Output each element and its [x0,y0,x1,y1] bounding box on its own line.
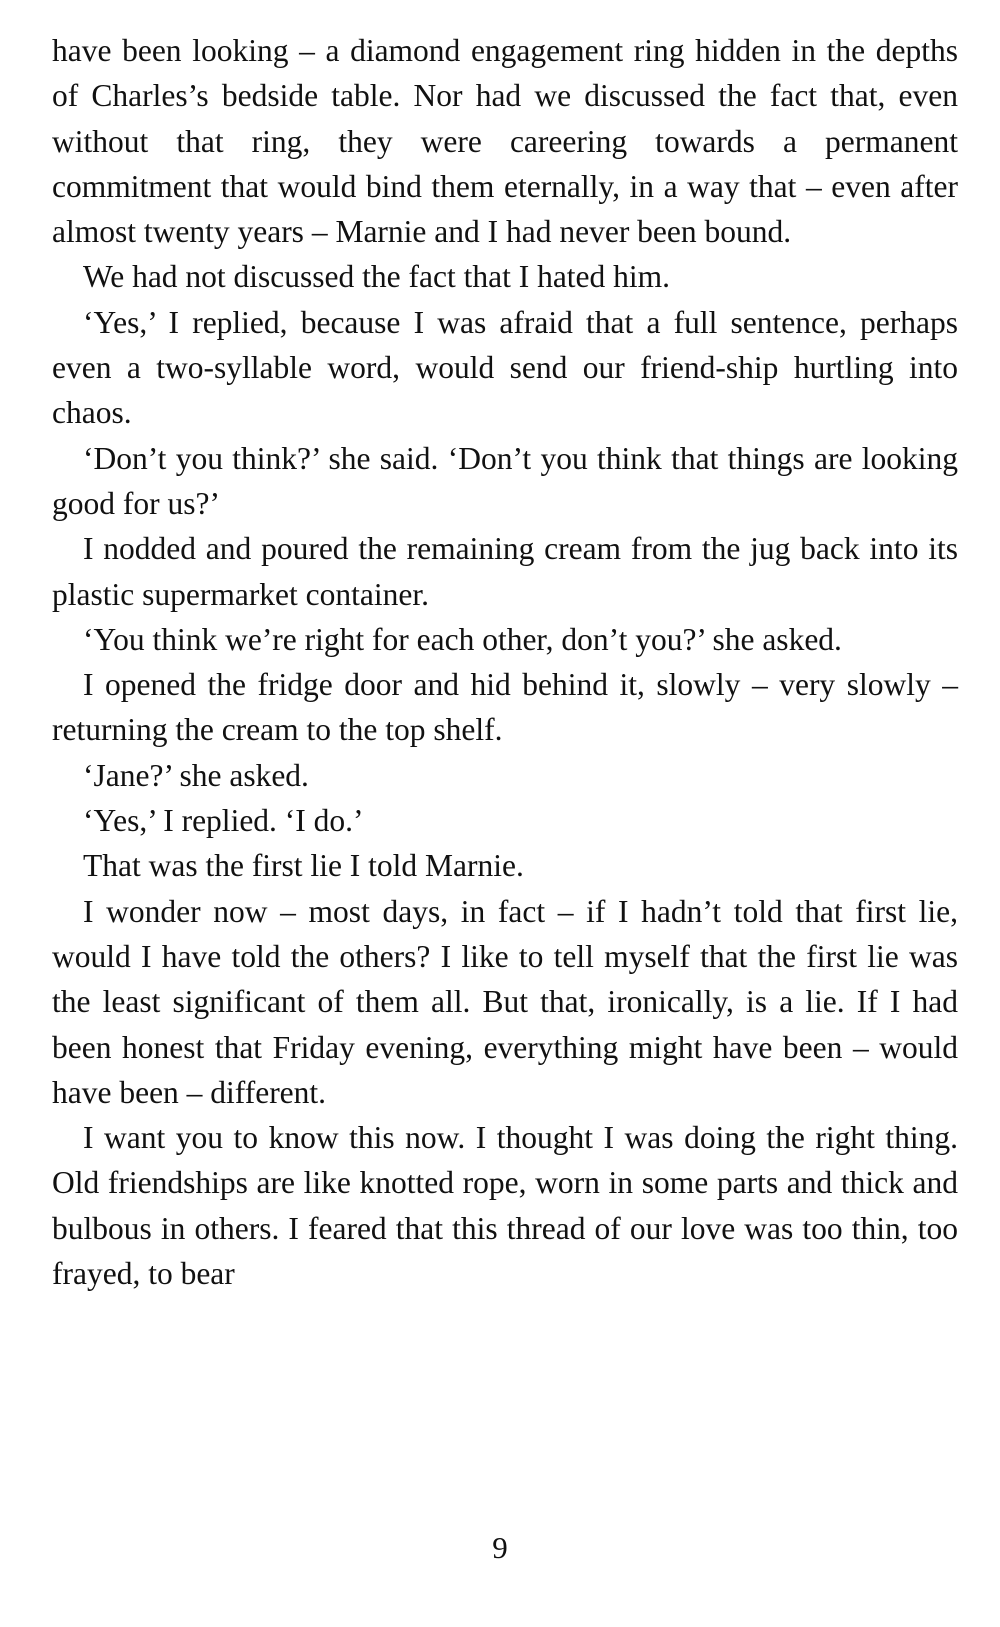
paragraph: I wonder now – most days, in fact – if I hadn’t told that first lie, would I have told the others? I like to tell myself that the first lie was the least significant of them all. But that, ironically, is a lie. If I had been honest that Friday evening, everything might have been – would have been – different. [52,893,958,1110]
page-body [52,28,958,1296]
paragraph: I want you to know this now. I thought I was doing the right thing. Old friendships are like knotted rope, worn in some parts and thick and bulbous in others. I feared that this thread of our love was too thin, too frayed, to bear [52,1120,958,1292]
paragraph: ‘Jane?’ she asked. [83,757,309,793]
paragraph: We had not discussed the fact that I hated him. [83,259,671,295]
paragraph: I opened the fridge door and hid behind it, slowly – very slowly – returning the cream to the top shelf. [52,667,958,748]
paragraph: ‘Yes,’ I replied, because I was afraid that a full sentence, perhaps even a two-syllable word, would send our friend-ship hurtling into chaos. [52,304,958,431]
paragraph: ‘Yes,’ I replied. ‘I do.’ [83,803,364,839]
paragraph: ‘You think we’re right for each other, don’t you?’ she asked. [83,621,842,657]
page-number: 9 [492,1530,508,1565]
paragraph: That was the first lie I told Marnie. [83,848,524,884]
paragraph: ‘Don’t you think?’ she said. ‘Don’t you think that things are looking good for us?’ [52,440,958,521]
paragraph-continued: have been looking – a diamond engagement ring hidden in the depths of Charles’s bedside table. Nor had we discussed the fact that, even without that ring, they were careering towards a permanent commitment that would bind them eternally, in a way that – even after almost twenty years – Marnie and I had never been bound. [52,33,958,250]
paragraph: I nodded and poured the remaining cream from the jug back into its plastic supermarket container. [52,531,958,612]
